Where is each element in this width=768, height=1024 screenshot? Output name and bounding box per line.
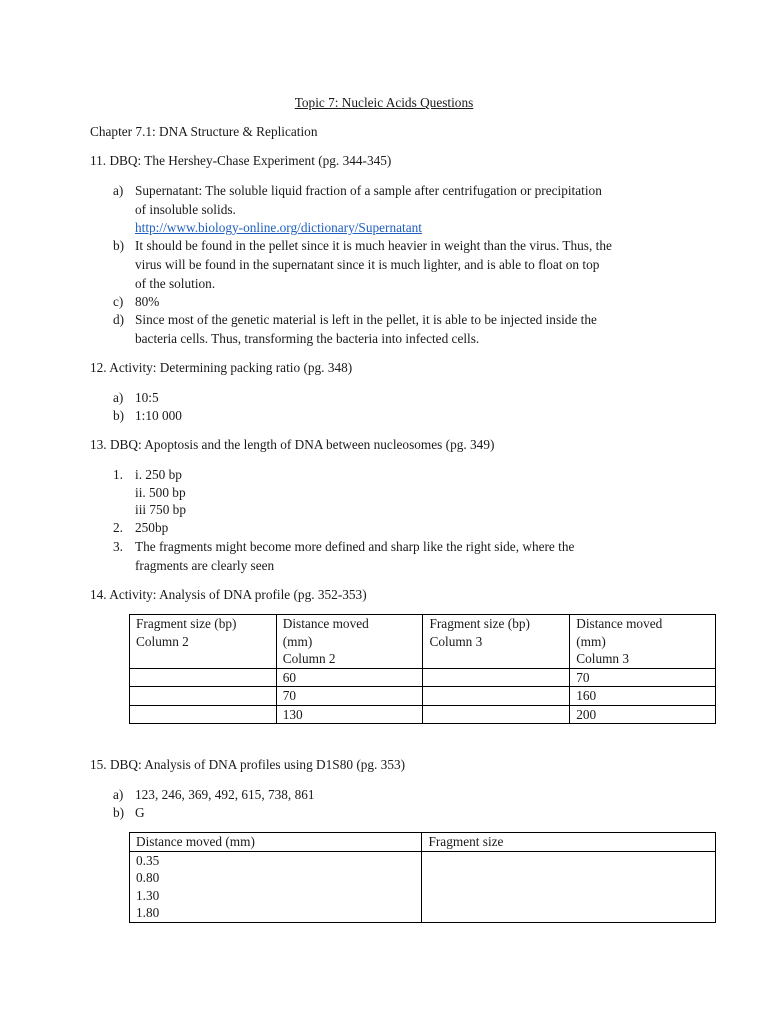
q15-a-marker: a) (113, 787, 124, 802)
table-cell (130, 851, 422, 922)
q13-1-marker: 1. (113, 467, 123, 482)
q13-2-marker: 2. (113, 520, 123, 535)
header-text: (mm) (576, 633, 606, 649)
header-text: Distance moved (282, 616, 369, 631)
table-header-row (130, 615, 716, 669)
table-row (130, 668, 716, 687)
table-cell (130, 687, 277, 706)
q11-b-line1: It should be found in the pellet since it is much heavier in weight than the virus. Thus, the (135, 238, 612, 253)
header-cell (130, 615, 277, 669)
distance-value: 1.30 (136, 887, 160, 903)
q13-1-i: i. 250 bp (135, 467, 182, 482)
header-text: Fragment size (bp) (136, 616, 237, 631)
q15-b-text: G (135, 805, 145, 820)
distance-value: 1.80 (136, 905, 160, 920)
q13-heading: 13. DBQ: Apoptosis and the length of DNA between nucleosomes (pg. 349) (90, 437, 495, 452)
q15-heading: 15. DBQ: Analysis of DNA profiles using D1S80 (pg. 353) (90, 757, 406, 772)
header-cell: Distance moved (mm) (130, 833, 422, 852)
table-row (130, 687, 716, 706)
q11-c-marker: c) (113, 294, 124, 309)
q11-a-line2: of insoluble solids. (135, 202, 236, 217)
table-cell (130, 668, 277, 687)
d1s80-table (129, 832, 716, 923)
chapter-heading: Chapter 7.1: DNA Structure & Replication (90, 124, 318, 139)
q11-b-marker: b) (113, 238, 125, 253)
header-cell (570, 615, 716, 669)
header-text: Column 2 (282, 651, 336, 666)
q12-b-text: 1:10 000 (135, 408, 182, 423)
q13-1-iii: iii 750 bp (135, 502, 186, 517)
q11-d-line2: bacteria cells. Thus, transforming the bacteria into infected cells. (135, 331, 480, 346)
q11-d-line1: Since most of the genetic material is left in the pellet, it is able to be injected inside the (135, 312, 597, 327)
q15-a-text: 123, 246, 369, 492, 615, 738, 861 (135, 787, 315, 802)
q11-d-marker: d) (113, 312, 125, 327)
table-cell: 60 (276, 668, 423, 687)
q13-3-line2: fragments are clearly seen (135, 558, 275, 573)
table-cell (422, 851, 716, 922)
q13-1-ii: ii. 500 bp (135, 485, 186, 500)
table-header-row (130, 833, 716, 852)
q13-2-text: 250bp (135, 520, 169, 535)
table-cell: 130 (276, 705, 423, 724)
table-cell (423, 668, 570, 687)
table-cell: 70 (276, 687, 423, 706)
header-cell (423, 615, 570, 669)
distance-value: 0.35 (136, 852, 160, 868)
q11-b-line2: virus will be found in the supernatant since it is much lighter, and is able to float on top (135, 257, 600, 272)
q15-b-marker: b) (113, 805, 125, 820)
table-row (130, 851, 716, 922)
header-text: (mm) (282, 633, 313, 649)
q11-heading: 11. DBQ: The Hershey-Chase Experiment (pg. 344-345) (90, 153, 392, 168)
distance-value: 0.80 (136, 870, 160, 885)
header-cell (276, 615, 423, 669)
q12-heading: 12. Activity: Determining packing ratio (pg. 348) (90, 360, 353, 375)
table-cell: 70 (570, 668, 716, 687)
header-text: Column 2 (136, 633, 189, 649)
table-cell: 200 (570, 705, 716, 724)
q13-3-line1: The fragments might become more defined and sharp like the right side, where the (135, 539, 575, 554)
dna-profile-table (129, 614, 716, 724)
table-cell: 160 (570, 687, 716, 706)
table-cell (423, 705, 570, 724)
q12-a-marker: a) (113, 390, 124, 405)
table-cell (130, 705, 277, 724)
q11-c-line1: 80% (135, 294, 160, 309)
header-text: Fragment size (bp) (429, 616, 530, 631)
page-title: Topic 7: Nucleic Acids Questions (294, 95, 474, 110)
header-cell: Fragment size (422, 833, 716, 852)
q11-a-line1: Supernatant: The soluble liquid fraction of a sample after centrifugation or precipitation (135, 183, 602, 198)
table-row (130, 705, 716, 724)
table-cell (423, 687, 570, 706)
header-text: Column 3 (429, 633, 483, 649)
q11-b-line3: of the solution. (135, 276, 216, 291)
q12-a-text: 10:5 (135, 390, 159, 405)
header-text: Column 3 (576, 651, 630, 666)
header-text: Distance moved (576, 616, 663, 631)
q12-b-marker: b) (113, 408, 125, 423)
q14-heading: 14. Activity: Analysis of DNA profile (pg. 352-353) (90, 587, 367, 602)
q13-3-marker: 3. (113, 539, 123, 554)
supernatant-link[interactable]: http://www.biology-online.org/dictionary/Supernatant (135, 220, 422, 235)
q11-a-marker: a) (113, 183, 124, 198)
